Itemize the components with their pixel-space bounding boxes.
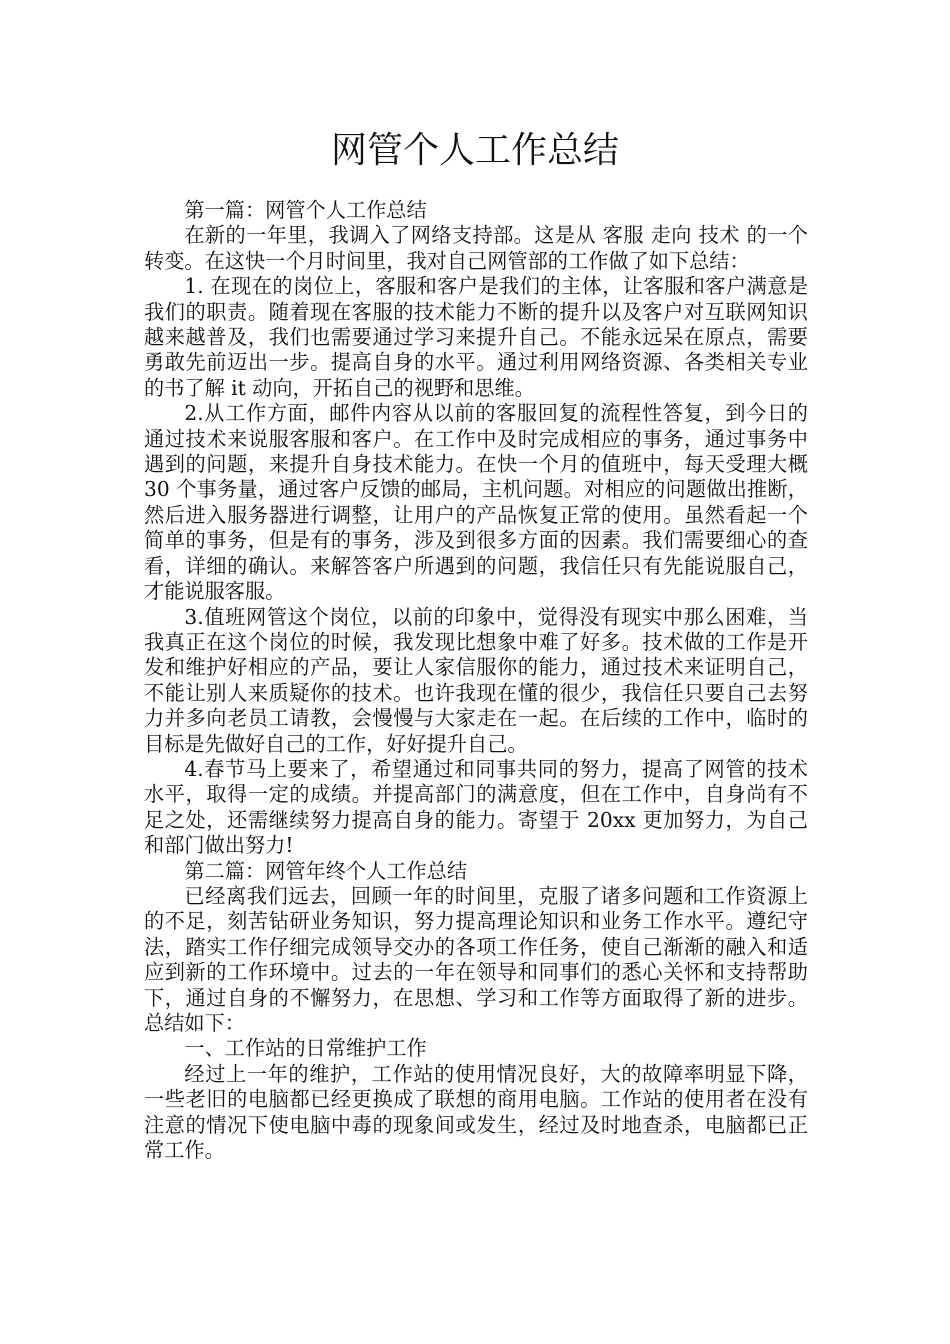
- document-title: 网管个人工作总结: [330, 130, 619, 171]
- paragraph: 在新的一年里，我调入了网络支持部。这是从 客服 走向 技术 的一个转变。在这快一个月时间里，我对自己网管部的工作做了如下总结：: [144, 223, 808, 273]
- paragraph: 1. 在现在的岗位上，客服和客户是我们的主体，让客服和客户满意是我们的职责。随着现在客服的技术能力不断的提升以及客户对互联网知识越来越普及，我们也需要通过学习来提升自己。不能永远呆在原点，需要勇敢先前迈出一步。提高自身的水平。通过利用网络资源、各类相关专业的书了解 it 动向，开拓自己的视野和思维。: [144, 274, 808, 400]
- subsection-heading: 一、工作站的日常维护工作: [184, 1036, 427, 1061]
- paragraph: 经过上一年的维护，工作站的使用情况良好，大的故障率明显下降，一些老旧的电脑都已经更换成了联想的商用电脑。工作站的使用者在没有注意的情况下使电脑中毒的现象间或发生，经过及时地查杀，电脑都已正常工作。: [144, 1061, 808, 1163]
- paragraph: 2.从工作方面，邮件内容从以前的客服回复的流程性答复，到今日的通过技术来说服客服和客户。在工作中及时完成相应的事务，通过事务中遇到的问题，来提升自身技术能力。在快一个月的值班中，每天受理大概 30 个事务量，通过客户反馈的邮局，主机问题。对相应的问题做出推断，然后进入服务器进行调整，让用户的产品恢复正常的使用。虽然看起一个简单的事务，但是有的事务，涉及到很多方面的因素。我们需要细心的查看，详细的确认。来解答客户所遇到的问题，我信任只有先能说服自己，才能说服客服。: [144, 401, 808, 604]
- document-body: [144, 198, 808, 1163]
- paragraph: 3.值班网管这个岗位，以前的印象中，觉得没有现实中那么困难，当我真正在这个岗位的时候，我发现比想象中难了好多。技术做的工作是开发和维护好相应的产品，要让人家信服你的能力，通过技术来证明自己，不能让别人来质疑你的技术。也许我现在懂的很少，我信任只要自己去努力并多向老员工请教，会慢慢与大家走在一起。在后续的工作中，临时的目标是先做好自己的工作，好好提升自己。: [144, 604, 808, 756]
- section-heading: 第二篇：网管年终个人工作总结: [184, 858, 468, 883]
- paragraph: 已经离我们远去，回顾一年的时间里，克服了诸多问题和工作资源上的不足，刻苦钻研业务知识，努力提高理论知识和业务工作水平。遵纪守法，踏实工作仔细完成领导交办的各项工作任务，使自己渐渐的融入和适应到新的工作环境中。过去的一年在领导和同事们的悉心关怀和支持帮助下，通过自身的不懈努力，在思想、学习和工作等方面取得了新的进步。总结如下：: [144, 883, 808, 1035]
- section-heading: 第一篇：网管个人工作总结: [184, 198, 427, 222]
- paragraph: 4.春节马上要来了，希望通过和同事共同的努力，提高了网管的技术水平，取得一定的成绩。并提高部门的满意度，但在工作中，自身尚有不足之处，还需继续努力提高自身的能力。寄望于 20xx 更加努力，为自己和部门做出努力!: [144, 756, 808, 858]
